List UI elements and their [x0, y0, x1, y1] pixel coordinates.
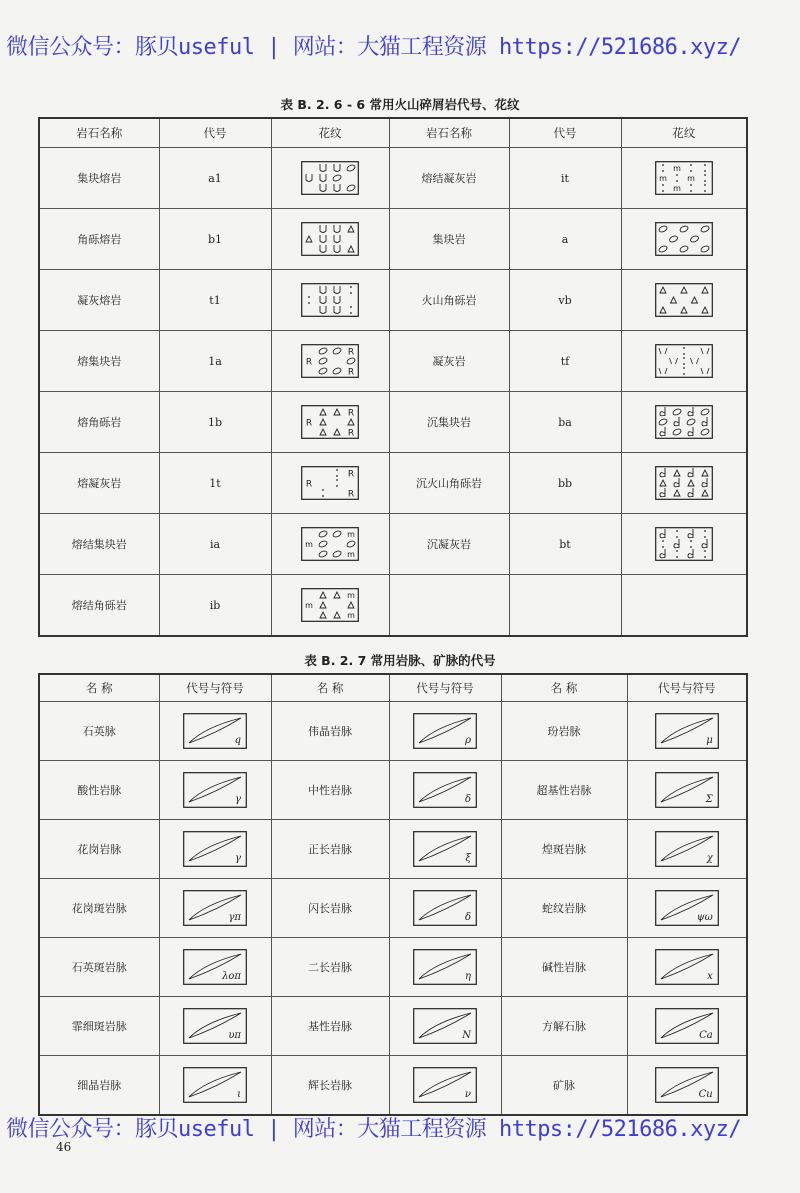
vein-name-cell: 细晶岩脉	[39, 1056, 159, 1116]
vein-symbol	[655, 1067, 719, 1103]
rock-code-cell: ib	[159, 575, 271, 637]
rock-pattern-cell	[271, 514, 389, 575]
vein-name-cell: 酸性岩脉	[39, 761, 159, 820]
header-code-symbol: 代号与符号	[627, 674, 747, 702]
svg-text:m: m	[347, 611, 355, 620]
tuff-lava-pattern-icon	[301, 283, 359, 317]
rock-code-cell	[509, 575, 621, 637]
vein-code-label: q	[234, 735, 241, 746]
rock-pattern-cell	[621, 392, 747, 453]
table-row	[39, 514, 747, 575]
rock-pattern-cell	[271, 575, 389, 637]
vein-symbol	[655, 831, 719, 867]
svg-text:R: R	[305, 357, 313, 368]
sedimentary-volcanic-breccia-pattern-icon	[655, 466, 713, 500]
vein-name-cell: 基性岩脉	[271, 997, 389, 1056]
rock-code-cell: 1a	[159, 331, 271, 392]
lava-breccia-pattern-icon	[301, 405, 359, 439]
rock-name-cell: 角砾熔岩	[39, 209, 159, 270]
rock-pattern-cell	[621, 270, 747, 331]
header-pattern: 花纹	[271, 118, 389, 148]
welded-tuff-pattern-icon	[655, 161, 713, 195]
lava-agglomerate-pattern-icon	[301, 161, 359, 195]
table-row	[39, 209, 747, 270]
rock-pattern-cell	[621, 209, 747, 270]
vein-symbol-cell	[389, 879, 501, 938]
vein-name-cell: 石英脉	[39, 702, 159, 761]
header-code: 代号	[509, 118, 621, 148]
rock-code-cell: t1	[159, 270, 271, 331]
tuff-pattern-icon	[655, 344, 713, 378]
vein-name-cell: 辉长岩脉	[271, 1056, 389, 1116]
rock-pattern-cell	[271, 148, 389, 209]
vein-symbol-cell	[389, 761, 501, 820]
vein-code-label: λoπ	[222, 971, 241, 982]
vein-name-cell: 方解石脉	[501, 997, 627, 1056]
vein-symbol-cell	[389, 702, 501, 761]
vein-code-label: χ	[706, 853, 713, 864]
table1-header-row	[39, 118, 747, 148]
rock-name-cell: 沉火山角砾岩	[389, 453, 509, 514]
vein-name-cell: 二长岩脉	[271, 938, 389, 997]
vein-symbol-cell	[159, 702, 271, 761]
vein-symbol	[183, 949, 247, 985]
vein-symbol	[183, 1067, 247, 1103]
vein-name-cell: 蛇纹岩脉	[501, 879, 627, 938]
table-row	[39, 270, 747, 331]
rock-pattern-cell	[621, 514, 747, 575]
vein-symbol-cell	[389, 1056, 501, 1116]
vein-name-cell: 中性岩脉	[271, 761, 389, 820]
welded-agglomerate-pattern-icon	[301, 527, 359, 561]
table-row	[39, 575, 747, 637]
rock-pattern-cell	[621, 148, 747, 209]
watermark-top: 微信公众号：豚贝useful | 网站：大猫工程资源 https://521686.xyz/	[6, 35, 742, 60]
rock-pattern-cell	[271, 331, 389, 392]
svg-text:m: m	[305, 601, 313, 610]
rock-code-cell: a1	[159, 148, 271, 209]
vein-name-cell: 闪长岩脉	[271, 879, 389, 938]
vein-code-label: γ	[235, 794, 241, 805]
header-name: 名 称	[271, 674, 389, 702]
rock-pattern-cell	[621, 331, 747, 392]
vein-symbol-cell	[627, 879, 747, 938]
rock-pattern-cell	[621, 575, 747, 637]
table-row	[39, 938, 747, 997]
rock-name-cell: 熔结角砾岩	[39, 575, 159, 637]
table-row	[39, 820, 747, 879]
svg-text:R: R	[347, 408, 355, 419]
vein-name-cell: 超基性岩脉	[501, 761, 627, 820]
svg-text:R: R	[305, 479, 313, 490]
vein-symbol	[413, 1067, 477, 1103]
rock-code-cell: 1t	[159, 453, 271, 514]
svg-text:m: m	[305, 540, 313, 549]
header-rock-name: 岩石名称	[389, 118, 509, 148]
vein-symbol	[183, 713, 247, 749]
vein-code-label: μ	[706, 735, 713, 746]
vein-name-cell: 玢岩脉	[501, 702, 627, 761]
vein-code-label: η	[465, 971, 471, 982]
header-name: 名 称	[39, 674, 159, 702]
vein-code-label: ξ	[465, 853, 471, 864]
rock-code-cell: bb	[509, 453, 621, 514]
table-row	[39, 1056, 747, 1116]
header-rock-name: 岩石名称	[39, 118, 159, 148]
vein-code-label: δ	[464, 794, 471, 805]
table1-caption: 表 B. 2. 6 - 6 常用火山碎屑岩代号、花纹	[280, 97, 520, 112]
svg-text:m: m	[347, 530, 355, 539]
vein-code-label: υπ	[228, 1030, 241, 1041]
vein-symbol	[413, 890, 477, 926]
header-pattern: 花纹	[621, 118, 747, 148]
welded-breccia-pattern-icon	[301, 588, 359, 622]
vein-symbol-cell	[159, 820, 271, 879]
vein-symbol-cell	[389, 938, 501, 997]
vein-symbol	[655, 772, 719, 808]
sedimentary-agglomerate-pattern-icon	[655, 405, 713, 439]
table-row	[39, 392, 747, 453]
vein-symbol	[413, 831, 477, 867]
rock-pattern-cell	[271, 392, 389, 453]
rock-name-cell: 沉凝灰岩	[389, 514, 509, 575]
vein-symbol-cell	[627, 761, 747, 820]
vein-symbol-cell	[627, 1056, 747, 1116]
vein-name-cell: 石英斑岩脉	[39, 938, 159, 997]
rock-name-cell: 沉集块岩	[389, 392, 509, 453]
svg-text:m: m	[658, 174, 667, 183]
vein-symbol-cell	[159, 1056, 271, 1116]
vein-symbol	[413, 713, 477, 749]
vein-symbol	[413, 772, 477, 808]
svg-text:R: R	[347, 347, 355, 358]
table-row	[39, 879, 747, 938]
dike-vein-table	[38, 673, 748, 1116]
vein-code-label: ν	[464, 1089, 471, 1100]
svg-text:R: R	[347, 367, 355, 378]
rock-name-cell: 熔结凝灰岩	[389, 148, 509, 209]
vein-symbol	[183, 772, 247, 808]
vein-symbol-cell	[159, 938, 271, 997]
svg-text:m: m	[672, 164, 681, 173]
rock-code-cell: ba	[509, 392, 621, 453]
vein-name-cell: 霏细斑岩脉	[39, 997, 159, 1056]
rock-name-cell: 火山角砾岩	[389, 270, 509, 331]
pyroclastic-rock-table	[38, 117, 748, 637]
vein-symbol-cell	[627, 938, 747, 997]
vein-name-cell: 正长岩脉	[271, 820, 389, 879]
vein-symbol-cell	[627, 702, 747, 761]
table2-header-row	[39, 674, 747, 702]
lava-tuff-pattern-icon	[301, 466, 359, 500]
rock-pattern-cell	[271, 270, 389, 331]
vein-code-label: γπ	[228, 912, 241, 923]
rock-pattern-cell	[271, 453, 389, 514]
vein-symbol-cell	[389, 820, 501, 879]
header-code-symbol: 代号与符号	[159, 674, 271, 702]
vein-symbol	[655, 1008, 719, 1044]
volcanic-breccia-pattern-icon	[655, 283, 713, 317]
vein-symbol	[655, 949, 719, 985]
vein-code-label: Σ	[705, 794, 713, 805]
vein-code-label: ψω	[696, 912, 713, 923]
rock-code-cell: 1b	[159, 392, 271, 453]
vein-code-label: ρ	[465, 735, 471, 746]
header-name: 名 称	[501, 674, 627, 702]
table-row	[39, 761, 747, 820]
vein-code-label: x	[707, 971, 713, 982]
vein-name-cell: 矿脉	[501, 1056, 627, 1116]
breccia-lava-pattern-icon	[301, 222, 359, 256]
rock-code-cell: ia	[159, 514, 271, 575]
vein-code-label: δ	[464, 912, 471, 923]
svg-text:m: m	[347, 550, 355, 559]
table-row	[39, 453, 747, 514]
vein-symbol-cell	[159, 997, 271, 1056]
table-row	[39, 148, 747, 209]
rock-name-cell: 熔集块岩	[39, 331, 159, 392]
vein-code-label: γ	[235, 853, 241, 864]
vein-symbol	[413, 949, 477, 985]
rock-name-cell: 集块岩	[389, 209, 509, 270]
header-code-symbol: 代号与符号	[389, 674, 501, 702]
watermark-bottom: 微信公众号：豚贝useful | 网站：大猫工程资源 https://521686.xyz/	[6, 1117, 742, 1142]
table2-caption: 表 B. 2. 7 常用岩脉、矿脉的代号	[304, 653, 496, 668]
svg-text:R: R	[347, 428, 355, 439]
rock-code-cell: vb	[509, 270, 621, 331]
vein-symbol-cell	[159, 879, 271, 938]
vein-symbol	[183, 1008, 247, 1044]
rock-code-cell: a	[509, 209, 621, 270]
rock-code-cell: it	[509, 148, 621, 209]
rock-code-cell: tf	[509, 331, 621, 392]
rock-name-cell: 凝灰岩	[389, 331, 509, 392]
vein-symbol-cell	[389, 997, 501, 1056]
rock-name-cell: 凝灰熔岩	[39, 270, 159, 331]
vein-name-cell: 伟晶岩脉	[271, 702, 389, 761]
table-row	[39, 331, 747, 392]
vein-name-cell: 碱性岩脉	[501, 938, 627, 997]
rock-name-cell: 熔结集块岩	[39, 514, 159, 575]
rock-name-cell: 熔角砾岩	[39, 392, 159, 453]
page-number: 46	[56, 1140, 72, 1154]
vein-code-label: ι	[237, 1089, 241, 1100]
vein-name-cell: 花岗斑岩脉	[39, 879, 159, 938]
vein-symbol	[655, 713, 719, 749]
vein-symbol-cell	[627, 997, 747, 1056]
rock-code-cell: b1	[159, 209, 271, 270]
rock-name-cell	[389, 575, 509, 637]
lava-agglomerate-rock-pattern-icon	[301, 344, 359, 378]
svg-text:R: R	[347, 469, 355, 480]
svg-text:R: R	[347, 489, 355, 500]
agglomerate-pattern-icon	[655, 222, 713, 256]
svg-text:m: m	[347, 591, 355, 600]
table-row	[39, 702, 747, 761]
vein-symbol-cell	[159, 761, 271, 820]
vein-symbol	[183, 890, 247, 926]
vein-symbol-cell	[627, 820, 747, 879]
rock-name-cell: 集块熔岩	[39, 148, 159, 209]
vein-symbol	[413, 1008, 477, 1044]
table-row	[39, 997, 747, 1056]
vein-name-cell: 煌斑岩脉	[501, 820, 627, 879]
vein-code-label: Ca	[699, 1030, 713, 1041]
vein-symbol	[183, 831, 247, 867]
sedimentary-tuff-pattern-icon	[655, 527, 713, 561]
rock-name-cell: 熔凝灰岩	[39, 453, 159, 514]
rock-pattern-cell	[271, 209, 389, 270]
svg-text:R: R	[305, 418, 313, 429]
svg-text:m: m	[672, 184, 681, 193]
vein-symbol	[655, 890, 719, 926]
rock-code-cell: bt	[509, 514, 621, 575]
vein-name-cell: 花岗岩脉	[39, 820, 159, 879]
vein-code-label: N	[462, 1030, 471, 1041]
rock-pattern-cell	[621, 453, 747, 514]
header-code: 代号	[159, 118, 271, 148]
svg-text:m: m	[686, 174, 695, 183]
vein-code-label: Cu	[698, 1089, 713, 1100]
